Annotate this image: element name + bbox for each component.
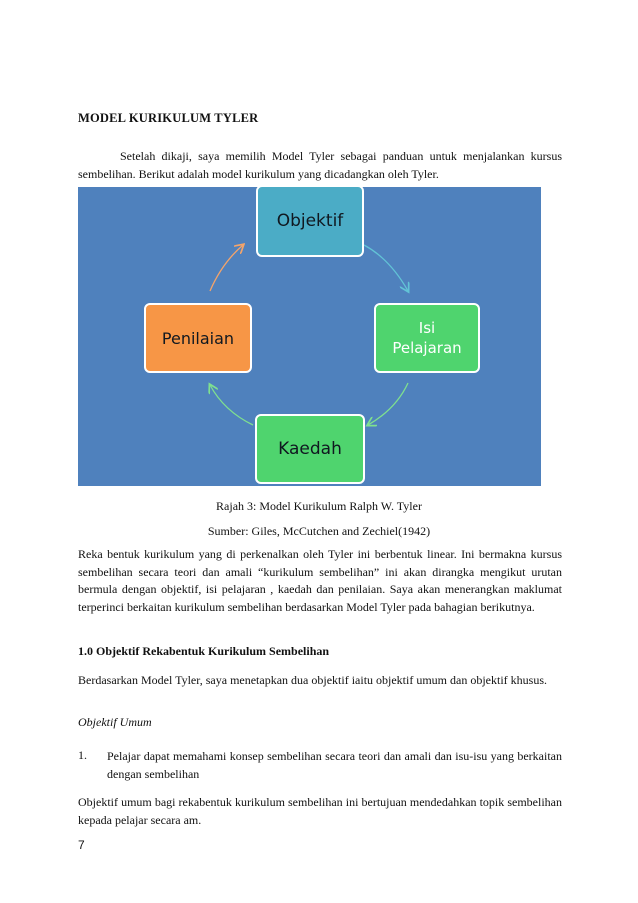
intro-paragraph: Setelah dikaji, saya memilih Model Tyler sebagai panduan untuk menjalankan kursus sembelihan. Berikut adalah model kurikulum yang dicadangkan oleh Tyler.: [78, 149, 562, 181]
node-kaedah-label: Kaedah: [278, 439, 342, 459]
tyler-model-diagram: [78, 187, 541, 486]
node-isi-pelajaran: [374, 303, 480, 373]
node-penilaian: [144, 303, 252, 373]
section-title: 1.0 Objektif Rekabentuk Kurikulum Sembelihan: [78, 644, 330, 658]
node-objektif-label: Objektif: [276, 211, 344, 231]
paragraph-objektif: Berdasarkan Model Tyler, saya menetapkan dua objektif iaitu objektif umum dan objektif khusus.: [78, 673, 548, 687]
figure-source: Sumber: Giles, McCutchen and Zechiel(1942): [207, 524, 431, 538]
arrow-penilaian-to-objektif: [210, 245, 243, 291]
arrow-isi-to-kaedah: [368, 383, 408, 425]
node-isi-label-line2: Pelajaran: [392, 339, 462, 357]
node-kaedah: [255, 414, 365, 484]
node-isi-label-line1: Isi: [418, 319, 436, 337]
arrow-kaedah-to-penilaian: [210, 385, 253, 425]
arrow-objektif-to-isi: [364, 245, 408, 291]
page-number: 7: [78, 838, 85, 852]
list-item-text: Pelajar dapat memahami konsep sembelihan secara teori dan amali dan isu-isu yang berkaitan dengan sembelihan: [107, 749, 562, 781]
paragraph-reka-bentuk: Reka bentuk kurikulum yang di perkenalkan oleh Tyler ini berbentuk linear. Ini bermakna kursus sembelihan secara teori dan amali “kurikulum sembelihan” ini akan dirangka mengikut urutan bermula dengan objektif, isi pelajaran , kaedah dan penilaian. Saya akan menerangkan maklumat terperinci berkaitan kurikulum sembelihan berdasarkan Model Tyler pada bahagian berikutnya.: [78, 547, 562, 614]
subheading-objektif-umum: Objektif Umum: [78, 715, 152, 729]
paragraph-objektif-umum: Objektif umum bagi rekabentuk kurikulum sembelihan ini bertujuan mendedahkan topik sembelihan kepada pelajar secara am.: [78, 795, 562, 827]
list-item-number: 1.: [78, 748, 87, 762]
figure-caption: Rajah 3: Model Kurikulum Ralph W. Tyler: [216, 499, 422, 513]
node-penilaian-label: Penilaian: [161, 328, 235, 348]
page-heading: MODEL KURIKULUM TYLER: [78, 111, 259, 125]
node-objektif: [256, 187, 364, 257]
